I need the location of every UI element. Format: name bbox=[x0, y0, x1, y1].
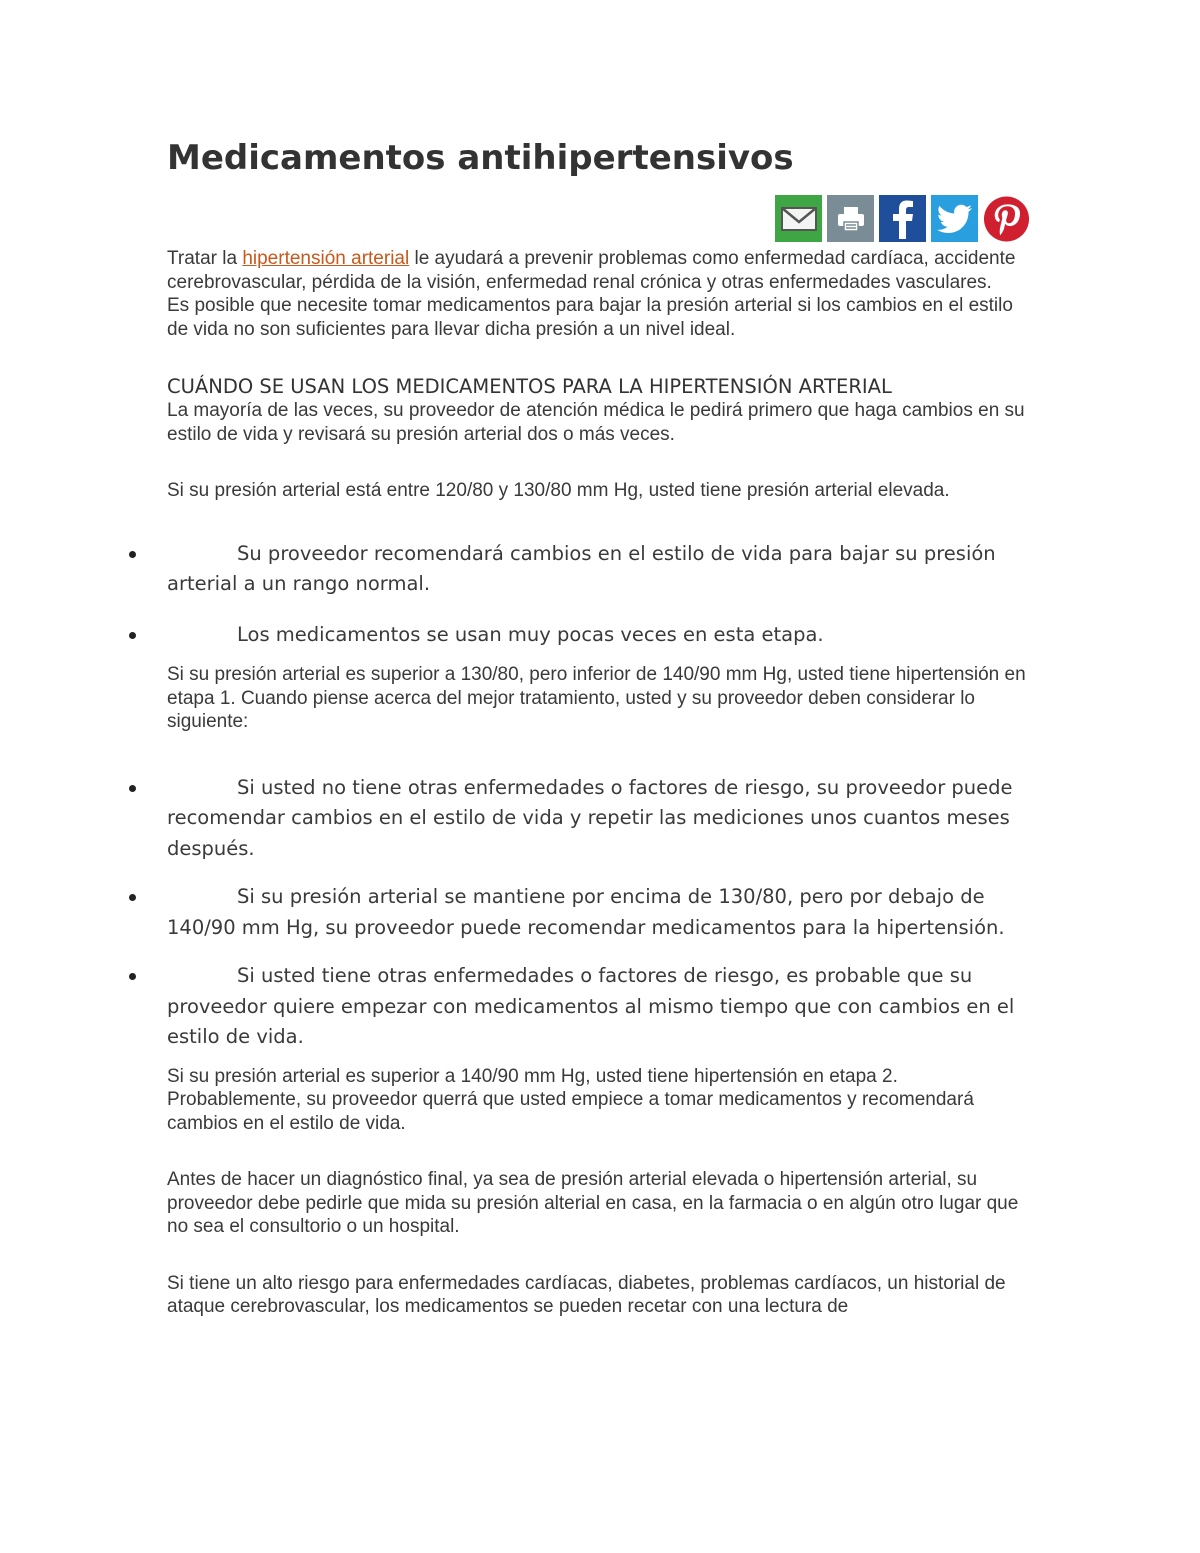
article-body bbox=[167, 247, 1037, 1319]
list-item-text: Su proveedor recomendará cambios en el estilo de vida para bajar su presión arterial a un rango normal. bbox=[167, 541, 996, 595]
section-heading: CUÁNDO SE USAN LOS MEDICAMENTOS PARA LA HIPERTENSIÓN ARTERIAL bbox=[167, 375, 892, 398]
list-item-text: Si usted tiene otras enfermedades o factores de riesgo, es probable que su proveedor quiere empezar con medicamentos al mismo tiempo que con cambios en el estilo de vida. bbox=[167, 964, 1015, 1048]
bullet-icon bbox=[129, 973, 136, 980]
pinterest-share-button[interactable] bbox=[983, 195, 1030, 242]
bullet-icon bbox=[129, 551, 136, 558]
etapa1-paragraph: Si su presión arterial es superior a 130/80, pero inferior de 140/90 mm Hg, usted tiene hipertensión en etapa 1. Cuando piense acerca del mejor tratamiento, usted y su proveedor deben considerar lo siguiente: bbox=[167, 664, 1026, 732]
etapa2-paragraph: Si su presión arterial es superior a 140/90 mm Hg, usted tiene hipertensión en etapa 2. Probablemente, su proveedor querrá que usted empiece a tomar medicamentos y recomendará cambios en el estilo de vida. bbox=[167, 1065, 974, 1134]
twitter-icon bbox=[937, 204, 973, 234]
bullet-icon bbox=[129, 632, 136, 639]
list-item bbox=[167, 620, 1037, 651]
list-item-text: Los medicamentos se usan muy pocas veces en esta etapa. bbox=[237, 622, 824, 646]
bullet-icon bbox=[129, 785, 136, 792]
print-icon bbox=[835, 203, 867, 235]
list-item bbox=[167, 539, 1037, 600]
hipertension-link[interactable]: hipertensión arterial bbox=[242, 248, 410, 269]
intro-text-end: le ayudará a prevenir problemas como enfermedad cardíaca, accidente cerebrovascular, pérdida de la visión, enfermedad renal crónica y otras enfermedades vasculares. bbox=[167, 248, 1016, 293]
list-item bbox=[167, 882, 1037, 943]
share-bar bbox=[775, 195, 1030, 242]
intro-second-paragraph: Es posible que necesite tomar medicamentos para bajar la presión arterial si los cambios en el estilo de vida no son suficientes para llevar dicha presión a un nivel ideal. bbox=[167, 295, 1013, 340]
bullet-list-elevada bbox=[167, 539, 1037, 651]
antes-paragraph: Antes de hacer un diagnóstico final, ya sea de presión arterial elevada o hipertensión arterial, su proveedor debe pedirle que mida su presión alterial en casa, en la farmacia o en algún otro lugar que no sea el consultorio o un hospital. bbox=[167, 1169, 1019, 1237]
list-item bbox=[167, 961, 1037, 1053]
elevada-paragraph: Si su presión arterial está entre 120/80 y 130/80 mm Hg, usted tiene presión arterial elevada. bbox=[167, 480, 950, 501]
email-share-button[interactable] bbox=[775, 195, 822, 242]
pinterest-icon bbox=[983, 195, 1030, 243]
intro-text-start: Tratar la bbox=[167, 248, 243, 269]
facebook-share-button[interactable] bbox=[879, 195, 926, 242]
riesgo-paragraph: Si tiene un alto riesgo para enfermedades cardíacas, diabetes, problemas cardíacos, un historial de ataque cerebrovascular, los medicamentos se pueden recetar con una lectura de bbox=[167, 1272, 1006, 1317]
print-share-button[interactable] bbox=[827, 195, 874, 242]
bullet-icon bbox=[129, 894, 136, 901]
page-title: Medicamentos antihipertensivos bbox=[167, 138, 794, 178]
list-item-text: Si su presión arterial se mantiene por encima de 130/80, pero por debajo de 140/90 mm Hg, su proveedor puede recomendar medicamentos para la hipertensión. bbox=[167, 885, 1005, 939]
mayoria-paragraph: La mayoría de las veces, su proveedor de atención médica le pedirá primero que haga cambios en su estilo de vida y revisará su presión arterial dos o más veces. bbox=[167, 400, 1025, 445]
bullet-list-etapa1 bbox=[167, 773, 1037, 1053]
email-icon bbox=[779, 204, 819, 234]
list-item-text: Si usted no tiene otras enfermedades o factores de riesgo, su proveedor puede recomendar cambios en el estilo de vida y repetir las mediciones unos cuantos meses después. bbox=[167, 775, 1013, 860]
list-item bbox=[167, 773, 1037, 865]
intro-paragraph bbox=[167, 247, 1037, 294]
twitter-share-button[interactable] bbox=[931, 195, 978, 242]
facebook-icon bbox=[888, 199, 918, 239]
